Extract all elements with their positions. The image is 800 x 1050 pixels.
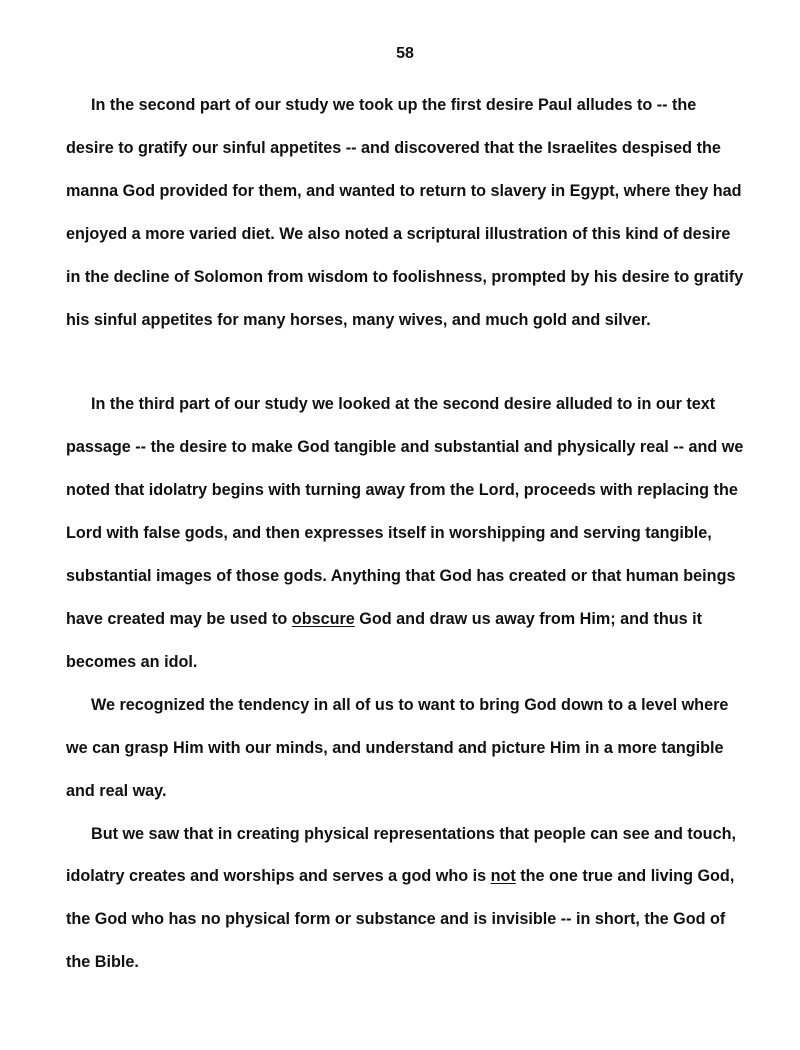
- paragraph-physical-representations: [66, 813, 748, 985]
- paragraph-second-part: In the second part of our study we took up the first desire Paul alludes to -- the desire to gratify our sinful appetites -- and discovered that the Israelites despised the manna God provided for them, and wanted to return to slavery in Egypt, where they had enjoyed a more varied diet. We also noted a scriptural illustration of this kind of desire in the decline of Solomon from wisdom to foolishness, prompted by his desire to gratify his sinful appetites for many horses, many wives, and much gold and silver.: [66, 96, 744, 329]
- underlined-word-not: not: [490, 867, 516, 886]
- paragraph-third-part: [66, 383, 748, 683]
- paragraph-tendency: We recognized the tendency in all of us to want to bring God down to a level where we can grasp Him with our minds, and understand and picture Him in a more tangible and real way.: [66, 695, 729, 800]
- page-number: 58: [396, 45, 414, 62]
- paragraph-text: But we saw that in creating physical representations that people can see and touch, idolatry creates and worships and serves a god who is: [66, 824, 736, 886]
- underlined-word-obscure: obscure: [291, 609, 355, 628]
- paragraph-text: God and draw us away from Him; and thus it becomes an idol.: [66, 609, 702, 671]
- paragraph-text: the one true and living God, the God who has no physical form or substance and is invisible -- in short, the God of the Bible.: [66, 867, 735, 972]
- paragraph-text: In the third part of our study we looked at the second desire alluded to in our text passage -- the desire to make God tangible and substantial and physically real -- and we noted that idolatry begins with turning away from the Lord, proceeds with replacing the Lord with false gods, and then expresses itself in worshipping and serving tangible, substantial images of those gods. Anything that God has created or that human beings have created may be used to: [66, 395, 744, 628]
- body-text: [66, 84, 748, 984]
